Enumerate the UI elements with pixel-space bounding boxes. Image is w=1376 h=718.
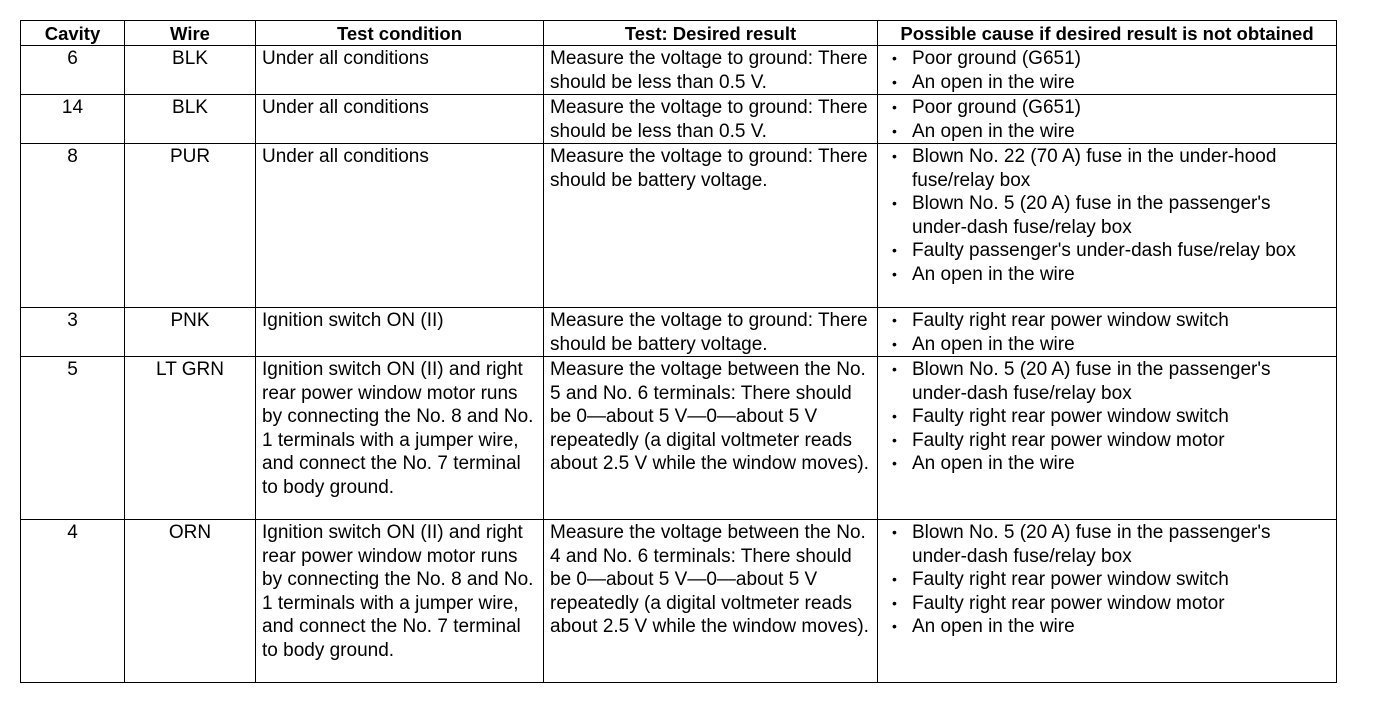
wire-cell: ORN [125, 520, 256, 683]
cause-item: • Poor ground (G651) [912, 96, 1330, 120]
table-row [21, 308, 1337, 357]
cause-item: • An open in the wire [912, 263, 1330, 287]
cause-item: • Faulty passenger's under-dash fuse/relay box [912, 239, 1330, 263]
result-cell: Measure the voltage to ground: There should be less than 0.5 V. [544, 46, 878, 95]
table-row [21, 144, 1337, 308]
diagnostic-table [20, 20, 1337, 683]
cause-item: • Faulty right rear power window switch [912, 568, 1330, 592]
result-cell: Measure the voltage between the No. 5 and No. 6 terminals: There should be 0—about 5 V—0—about 5 V repeatedly (a digital voltmeter reads about 2.5 V while the window moves). [544, 357, 878, 520]
cavity-cell: 5 [21, 357, 125, 520]
header-row [21, 21, 1337, 46]
cause-cell [878, 46, 1337, 95]
table-row [21, 357, 1337, 520]
wire-cell: LT GRN [125, 357, 256, 520]
cause-item: • An open in the wire [912, 120, 1330, 144]
cause-item: • An open in the wire [912, 71, 1330, 95]
cavity-cell: 6 [21, 46, 125, 95]
result-cell: Measure the voltage between the No. 4 and No. 6 terminals: There should be 0—about 5 V—0—about 5 V repeatedly (a digital voltmeter reads about 2.5 V while the window moves). [544, 520, 878, 683]
cavity-cell: 3 [21, 308, 125, 357]
wire-cell: PNK [125, 308, 256, 357]
header-wire: Wire [125, 21, 256, 46]
wire-cell: BLK [125, 46, 256, 95]
result-cell: Measure the voltage to ground: There should be battery voltage. [544, 144, 878, 308]
cause-cell [878, 144, 1337, 308]
cause-item: • Blown No. 5 (20 A) fuse in the passenger's under-dash fuse/relay box [912, 521, 1330, 568]
cause-cell [878, 308, 1337, 357]
cause-item: • Poor ground (G651) [912, 47, 1330, 71]
condition-cell: Under all conditions [256, 95, 544, 144]
cavity-cell: 14 [21, 95, 125, 144]
header-test-condition: Test condition [256, 21, 544, 46]
table-row [21, 95, 1337, 144]
header-cavity: Cavity [21, 21, 125, 46]
result-cell: Measure the voltage to ground: There should be less than 0.5 V. [544, 95, 878, 144]
header-possible-cause: Possible cause if desired result is not obtained [878, 21, 1337, 46]
cause-cell [878, 95, 1337, 144]
header-desired-result: Test: Desired result [544, 21, 878, 46]
cause-item: • Faulty right rear power window motor [912, 429, 1330, 453]
condition-cell: Under all conditions [256, 46, 544, 95]
condition-cell: Under all conditions [256, 144, 544, 308]
cause-list [884, 358, 1330, 476]
cause-item: • An open in the wire [912, 452, 1330, 476]
condition-cell: Ignition switch ON (II) and right rear power window motor runs by connecting the No. 8 and No. 1 terminals with a jumper wire, and connect the No. 7 terminal to body ground. [256, 520, 544, 683]
condition-cell: Ignition switch ON (II) [256, 308, 544, 357]
cause-cell [878, 357, 1337, 520]
cause-item: • An open in the wire [912, 615, 1330, 639]
cavity-cell: 4 [21, 520, 125, 683]
cause-list [884, 309, 1330, 356]
table-row [21, 520, 1337, 683]
cause-item: • Faulty right rear power window motor [912, 592, 1330, 616]
cause-item: • Blown No. 22 (70 A) fuse in the under-hood fuse/relay box [912, 145, 1330, 192]
cause-list [884, 145, 1330, 286]
table-row [21, 46, 1337, 95]
cause-item: • Blown No. 5 (20 A) fuse in the passenger's under-dash fuse/relay box [912, 192, 1330, 239]
cause-list [884, 47, 1330, 94]
wire-cell: BLK [125, 95, 256, 144]
condition-cell: Ignition switch ON (II) and right rear power window motor runs by connecting the No. 8 and No. 1 terminals with a jumper wire, and connect the No. 7 terminal to body ground. [256, 357, 544, 520]
cause-list [884, 521, 1330, 639]
cause-list [884, 96, 1330, 143]
cause-item: • Faulty right rear power window switch [912, 309, 1330, 333]
cause-item: • Blown No. 5 (20 A) fuse in the passenger's under-dash fuse/relay box [912, 358, 1330, 405]
wire-cell: PUR [125, 144, 256, 308]
result-cell: Measure the voltage to ground: There should be battery voltage. [544, 308, 878, 357]
cause-cell [878, 520, 1337, 683]
cavity-cell: 8 [21, 144, 125, 308]
cause-item: • Faulty right rear power window switch [912, 405, 1330, 429]
cause-item: • An open in the wire [912, 333, 1330, 357]
